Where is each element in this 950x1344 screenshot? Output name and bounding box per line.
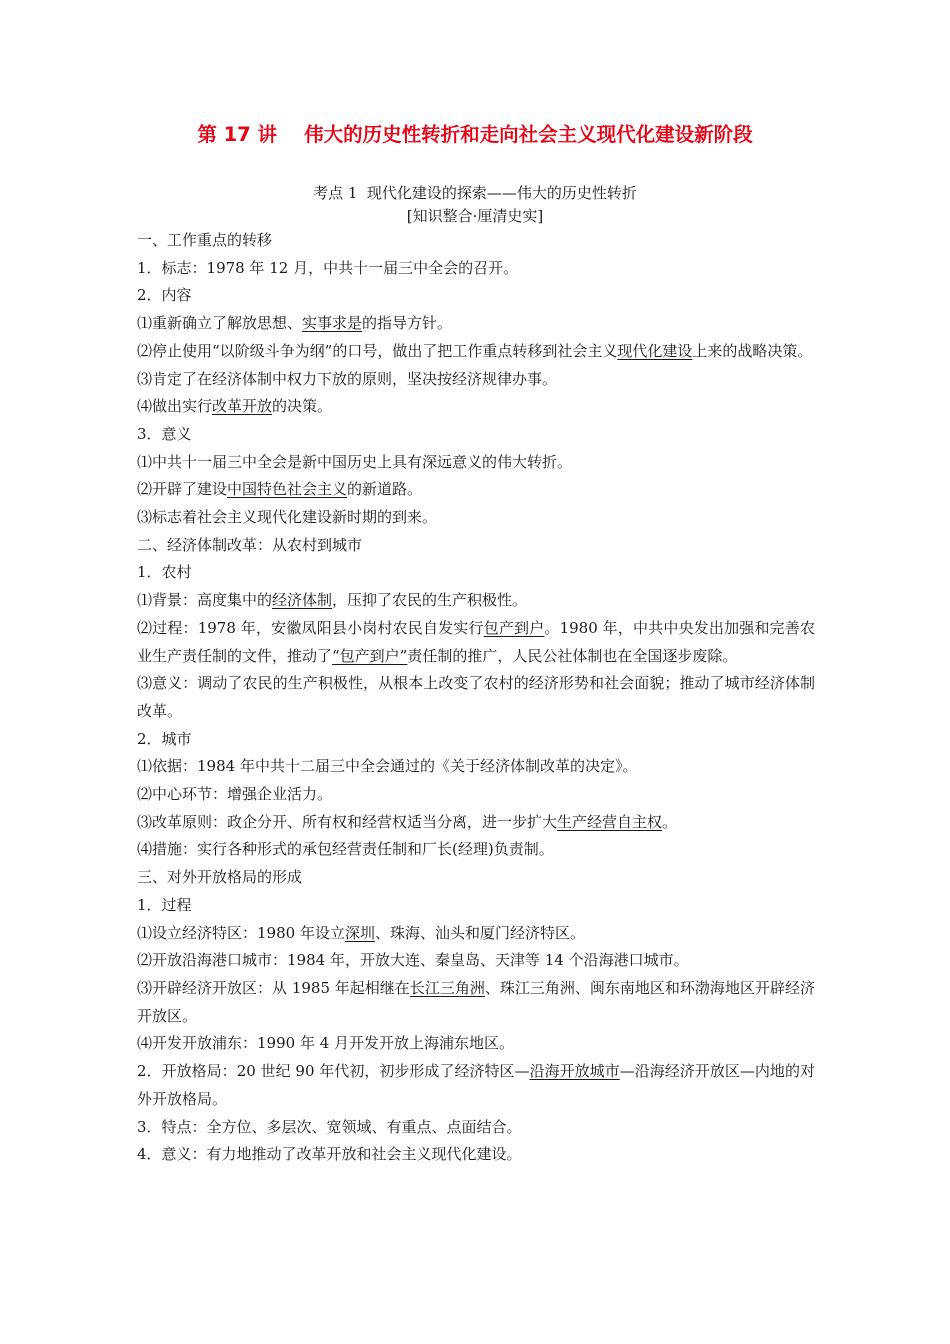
list-item: ⑶标志着社会主义现代化建设新时期的到来。 <box>137 508 438 527</box>
list-item <box>137 920 815 948</box>
list-item: ⑷开发开放浦东：1990 年 4 月开发开放上海浦东地区。 <box>137 1034 515 1053</box>
key-term: 深圳 <box>344 923 375 942</box>
section-heading: 二、经济体制改革：从农村到城市 <box>137 535 363 554</box>
text: ⑶开辟经济开放区：从 1985 年起相继在 <box>137 978 410 997</box>
paragraph: 2．内容 <box>137 286 192 305</box>
text: ⑵开辟了建设 <box>137 480 228 499</box>
text: 上来的战略决策。 <box>692 341 813 360</box>
text: ⑴重新确立了解放思想、 <box>137 314 303 333</box>
list-item: ⑶肯定了在经济体制中权力下放的原则，坚决按经济规律办事。 <box>137 369 558 388</box>
paragraph: 3．意义 <box>137 424 192 443</box>
paragraph: 3．特点：全方位、多层次、宽领域、有重点、点面结合。 <box>137 1117 522 1136</box>
key-term: “包产到户” <box>332 646 408 665</box>
list-item: ⑵开放沿海港口城市：1984 年，开放大连、秦皇岛、天津等 14 个沿海港口城市。 <box>137 951 689 970</box>
document-body <box>137 227 815 1169</box>
text: ⑶改革原则：政企分开、所有权和经营权适当分离，进一步扩大 <box>137 812 558 831</box>
key-term: 实事求是 <box>302 314 363 333</box>
list-item <box>137 615 815 670</box>
text: ，压抑了农民的生产积极性。 <box>332 591 528 610</box>
paragraph: 4．意义：有力地推动了改革开放和社会主义现代化建设。 <box>137 1145 522 1164</box>
key-term: 长江三角洲 <box>409 978 485 997</box>
section-heading: 一、工作重点的转移 <box>137 231 273 249</box>
key-term: 现代化建设 <box>617 341 693 360</box>
paragraph <box>137 1058 815 1113</box>
key-term: 中国特色社会主义 <box>227 480 348 499</box>
paragraph: 1．农村 <box>137 563 192 582</box>
text: ⑵过程：1978 年，安徽凤阳县小岗村农民自发实行 <box>137 618 484 637</box>
section-heading: 三、对外开放格局的形成 <box>137 868 303 887</box>
text: 责任制的推广，人民公社体制也在全国逐步废除。 <box>407 646 738 665</box>
section-tagline: [知识整合·厘清史实] <box>406 207 544 225</box>
key-term: 经济体制 <box>272 591 333 610</box>
key-term: 沿海开放城市 <box>529 1062 620 1081</box>
text: 的决策。 <box>272 397 333 416</box>
text: ⑴设立经济特区：1980 年设立 <box>137 923 345 942</box>
text: ⑴背景：高度集中的 <box>137 591 273 610</box>
paragraph: 2．城市 <box>137 729 192 748</box>
list-item <box>137 476 815 504</box>
list-item: ⑴依据：1984 年中共十二届三中全会通过的《关于经济体制改革的决定》。 <box>137 757 638 776</box>
key-term: 改革开放 <box>212 397 273 416</box>
topic-subtitle: 考点 1 现代化建设的探索——伟大的历史性转折 <box>313 184 637 202</box>
text: 、珠海、汕头和厦门经济特区。 <box>374 923 585 942</box>
list-item <box>137 587 815 615</box>
list-item <box>137 310 815 338</box>
text: —沿海经济开放区—内地的对外开放格局。 <box>137 1062 815 1108</box>
list-item: ⑴中共十一届三中全会是新中国历史上具有深远意义的伟大转折。 <box>137 452 573 471</box>
key-term: 包产到户 <box>483 618 545 637</box>
paragraph: 1．过程 <box>137 895 192 914</box>
text: ⑵停止使用“以阶级斗争为纲”的口号，做出了把工作重点转移到社会主义 <box>137 341 618 360</box>
list-item <box>137 809 815 837</box>
list-item: ⑶意义：调动了农民的生产积极性，从根本上改变了农村的经济形势和社会面貌；推动了城市经济体制改革。 <box>137 674 815 720</box>
list-item: ⑵中心环节：增强企业活力。 <box>137 785 333 804</box>
text: 的指导方针。 <box>362 314 453 333</box>
text: ⑷做出实行 <box>137 397 213 416</box>
text: 。 <box>662 812 678 831</box>
text: 、珠江三角洲、闽东南地区和环渤海地区开辟经济开放区。 <box>137 978 815 1025</box>
text: 的新道路。 <box>347 480 423 499</box>
list-item <box>137 338 815 366</box>
paragraph: 1．标志：1978 年 12 月，中共十一届三中全会的召开。 <box>137 258 519 277</box>
list-item <box>137 975 815 1030</box>
text: 2．开放格局：20 世纪 90 年代初，初步形成了经济特区— <box>137 1062 530 1081</box>
key-term: 生产经营自主权 <box>557 812 663 831</box>
list-item: ⑷措施：实行各种形式的承包经营责任制和厂长(经理)负责制。 <box>137 840 554 859</box>
list-item <box>137 393 815 421</box>
lesson-title: 第 17 讲 伟大的历史性转折和走向社会主义现代化建设新阶段 <box>197 123 753 146</box>
text: 。1980 年，中共中央发出加强和完善农业生产责任制的文件，推动了 <box>137 618 815 665</box>
